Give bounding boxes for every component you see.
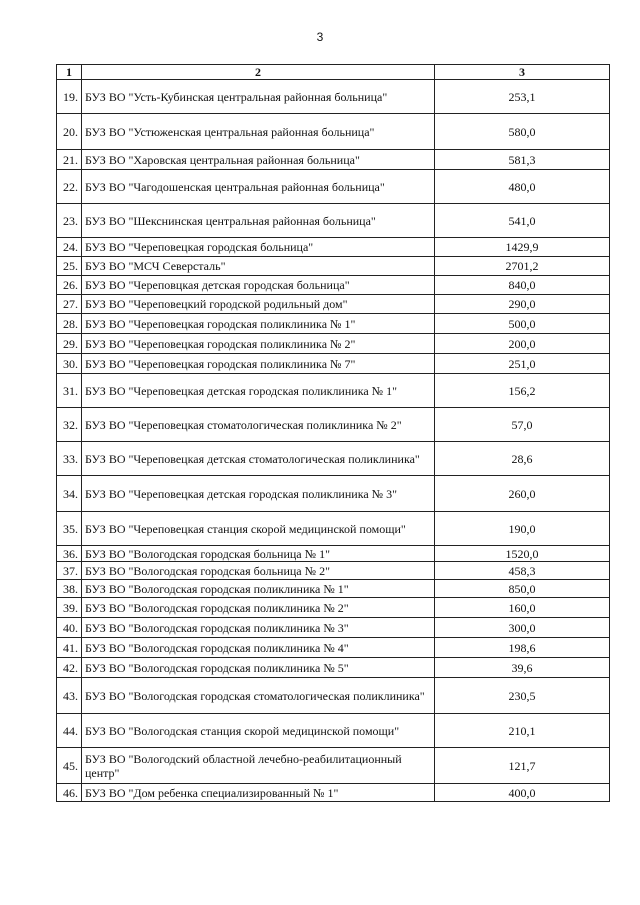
- institution-name: БУЗ ВО "Череповецкая станция скорой медицинской помощи": [82, 512, 435, 546]
- institution-name: БУЗ ВО "Вологодская городская больница № 1": [82, 546, 435, 562]
- row-number: 42.: [57, 658, 82, 678]
- amount-value: 2701,2: [435, 257, 610, 276]
- table-row: [57, 204, 610, 238]
- amount-value: 28,6: [435, 442, 610, 476]
- row-number: 24.: [57, 238, 82, 257]
- row-number: 46.: [57, 784, 82, 802]
- row-number: 29.: [57, 334, 82, 354]
- amount-value: 840,0: [435, 276, 610, 295]
- amount-value: 541,0: [435, 204, 610, 238]
- row-number: 30.: [57, 354, 82, 374]
- row-number: 45.: [57, 748, 82, 784]
- amount-value: 190,0: [435, 512, 610, 546]
- row-number: 33.: [57, 442, 82, 476]
- table-row: [57, 170, 610, 204]
- table-row: [57, 295, 610, 314]
- header-col-1: 1: [57, 65, 82, 80]
- row-number: 43.: [57, 678, 82, 714]
- amount-value: 260,0: [435, 476, 610, 512]
- table-row: [57, 562, 610, 580]
- row-number: 41.: [57, 638, 82, 658]
- table-row: [57, 714, 610, 748]
- amount-value: 300,0: [435, 618, 610, 638]
- amount-value: 156,2: [435, 374, 610, 408]
- amount-value: 210,1: [435, 714, 610, 748]
- row-number: 26.: [57, 276, 82, 295]
- amount-value: 458,3: [435, 562, 610, 580]
- table-row: [57, 784, 610, 802]
- row-number: 40.: [57, 618, 82, 638]
- institution-name: БУЗ ВО "Череповецкая детская городская поликлиника № 3": [82, 476, 435, 512]
- institution-name: БУЗ ВО "Вологодская городская поликлиника № 3": [82, 618, 435, 638]
- row-number: 35.: [57, 512, 82, 546]
- institution-name: БУЗ ВО "Вологодский областной лечебно-реабилитационный центр": [82, 748, 435, 784]
- row-number: 21.: [57, 150, 82, 170]
- amount-value: 480,0: [435, 170, 610, 204]
- table-row: [57, 114, 610, 150]
- institution-name: БУЗ ВО "Вологодская городская поликлиника № 5": [82, 658, 435, 678]
- table-row: [57, 512, 610, 546]
- institution-name: БУЗ ВО "Череповецкая детская городская поликлиника № 1": [82, 374, 435, 408]
- institution-name: БУЗ ВО "Вологодская станция скорой медицинской помощи": [82, 714, 435, 748]
- row-number: 36.: [57, 546, 82, 562]
- table-row: [57, 408, 610, 442]
- amount-value: 57,0: [435, 408, 610, 442]
- table-row: [57, 314, 610, 334]
- amount-value: 200,0: [435, 334, 610, 354]
- amount-value: 500,0: [435, 314, 610, 334]
- amount-value: 290,0: [435, 295, 610, 314]
- funding-table: [56, 64, 610, 802]
- table-row: [57, 580, 610, 598]
- amount-value: 1429,9: [435, 238, 610, 257]
- institution-name: БУЗ ВО "Вологодская городская стоматологическая поликлиника": [82, 678, 435, 714]
- table-row: [57, 354, 610, 374]
- table-row: [57, 257, 610, 276]
- table-row: [57, 150, 610, 170]
- institution-name: БУЗ ВО "Устюженская центральная районная больница": [82, 114, 435, 150]
- institution-name: БУЗ ВО "Череповецкая детская стоматологическая поликлиника": [82, 442, 435, 476]
- institution-name: БУЗ ВО "Вологодская городская поликлиника № 1": [82, 580, 435, 598]
- row-number: 20.: [57, 114, 82, 150]
- amount-value: 198,6: [435, 638, 610, 658]
- header-col-3: 3: [435, 65, 610, 80]
- row-number: 25.: [57, 257, 82, 276]
- amount-value: 160,0: [435, 598, 610, 618]
- table-row: [57, 658, 610, 678]
- institution-name: БУЗ ВО "Череповецкая городская поликлиника № 2": [82, 334, 435, 354]
- institution-name: БУЗ ВО "Череповецкая стоматологическая поликлиника № 2": [82, 408, 435, 442]
- row-number: 28.: [57, 314, 82, 334]
- header-col-2: 2: [82, 65, 435, 80]
- institution-name: БУЗ ВО "Шекснинская центральная районная больница": [82, 204, 435, 238]
- institution-name: БУЗ ВО "Вологодская городская поликлиника № 4": [82, 638, 435, 658]
- institution-name: БУЗ ВО "Вологодская городская поликлиника № 2": [82, 598, 435, 618]
- table-row: [57, 80, 610, 114]
- table-row: [57, 238, 610, 257]
- amount-value: 400,0: [435, 784, 610, 802]
- table-body: [57, 80, 610, 802]
- table-row: [57, 638, 610, 658]
- institution-name: БУЗ ВО "Усть-Кубинская центральная районная больница": [82, 80, 435, 114]
- institution-name: БУЗ ВО "Харовская центральная районная больница": [82, 150, 435, 170]
- row-number: 23.: [57, 204, 82, 238]
- amount-value: 121,7: [435, 748, 610, 784]
- row-number: 31.: [57, 374, 82, 408]
- table-row: [57, 374, 610, 408]
- amount-value: 850,0: [435, 580, 610, 598]
- institution-name: БУЗ ВО "Череповецкий городской родильный дом": [82, 295, 435, 314]
- table-row: [57, 598, 610, 618]
- table-row: [57, 442, 610, 476]
- table-row: [57, 546, 610, 562]
- institution-name: БУЗ ВО "Череповцкая детская городская больница": [82, 276, 435, 295]
- amount-value: 251,0: [435, 354, 610, 374]
- institution-name: БУЗ ВО "Чагодошенская центральная районная больница": [82, 170, 435, 204]
- header-row: [57, 65, 610, 80]
- row-number: 19.: [57, 80, 82, 114]
- amount-value: 253,1: [435, 80, 610, 114]
- amount-value: 230,5: [435, 678, 610, 714]
- row-number: 37.: [57, 562, 82, 580]
- row-number: 34.: [57, 476, 82, 512]
- institution-name: БУЗ ВО "Череповецкая городская поликлиника № 7": [82, 354, 435, 374]
- amount-value: 580,0: [435, 114, 610, 150]
- row-number: 32.: [57, 408, 82, 442]
- institution-name: БУЗ ВО "Череповецкая городская больница": [82, 238, 435, 257]
- page-number: 3: [316, 30, 324, 44]
- institution-name: БУЗ ВО "Дом ребенка специализированный № 1": [82, 784, 435, 802]
- table-row: [57, 276, 610, 295]
- institution-name: БУЗ ВО "МСЧ Северсталь": [82, 257, 435, 276]
- institution-name: БУЗ ВО "Вологодская городская больница № 2": [82, 562, 435, 580]
- table-row: [57, 748, 610, 784]
- row-number: 39.: [57, 598, 82, 618]
- amount-value: 581,3: [435, 150, 610, 170]
- institution-name: БУЗ ВО "Череповецкая городская поликлиника № 1": [82, 314, 435, 334]
- row-number: 22.: [57, 170, 82, 204]
- table-row: [57, 334, 610, 354]
- row-number: 27.: [57, 295, 82, 314]
- row-number: 38.: [57, 580, 82, 598]
- amount-value: 39,6: [435, 658, 610, 678]
- amount-value: 1520,0: [435, 546, 610, 562]
- table-row: [57, 476, 610, 512]
- table-row: [57, 678, 610, 714]
- row-number: 44.: [57, 714, 82, 748]
- table-row: [57, 618, 610, 638]
